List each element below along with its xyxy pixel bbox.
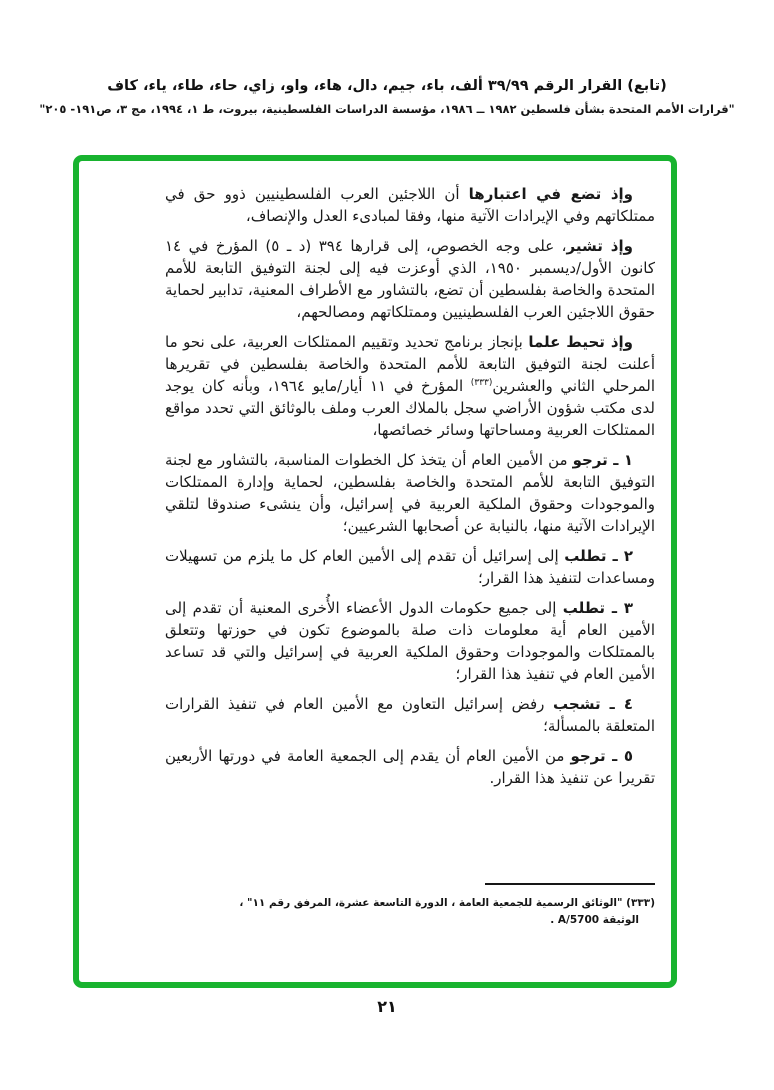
operative-number-3: ٣ ـ [605, 599, 634, 617]
operative-number-4: ٤ ـ [600, 695, 633, 713]
footnote-separator [485, 883, 655, 885]
preamble-paragraph-2 [165, 235, 655, 323]
operative-paragraph-3 [165, 597, 655, 685]
preamble-paragraph-3 [165, 331, 655, 441]
header-citation-line-1: (تابع) القرار الرقم ٣٩/٩٩ ألف، باء، جيم، دال، هاء، واو، زاي، حاء، طاء، ياء، كاف [107, 78, 667, 94]
preamble-text-3a: بإنجاز برنامج تحديد وتقييم الممتلكات العربية، على نحو ما أعلنت لجنة التوفيق التابعة للأمم المتحدة والخاصة بفلسطين في تقريرها المرحلي الثاني والعشرين [165, 333, 655, 395]
footnote-line-1: (٣٣٣) "الوثائق الرسمية للجمعية العامة ، الدورة التاسعة عشرة، المرفق رقم ١١" ، [239, 897, 655, 909]
page-number: ٢١ [377, 997, 397, 1016]
operative-lead-2: تطلب [564, 547, 607, 565]
operative-number-1: ١ ـ [607, 451, 633, 469]
footnote-reference-marker: (٣٣٣) [470, 378, 493, 388]
operative-text-1: من الأمين العام أن يتخذ كل الخطوات المناسبة، بالتشاور مع لجنة التوفيق التابعة للأمم المتحدة والخاصة بفلسطين، لحماية وإدارة الممتلكات والموجودات وحقوق الملكية العربية في إسرائيل، وأن ينشىء صندوقا لتلقي الإيرادات الآتية منها، بالنيابة عن أصحابها الشرعيين؛ [165, 451, 655, 535]
preamble-text-1: أن اللاجئين العرب الفلسطينيين ذوو حق في ممتلكاتهم وفي الإيرادات الآتية منها، وفقا لمبادىء العدل والإنصاف، [165, 185, 655, 225]
operative-paragraph-2 [165, 545, 655, 589]
operative-text-2: إلى إسرائيل أن تقدم إلى الأمين العام كل ما يلزم من تسهيلات ومساعدات لتنفيذ هذا القرار؛ [165, 547, 655, 587]
footnote-section [163, 883, 655, 929]
preamble-lead-3: وإذ تحيط علما [528, 333, 634, 351]
operative-paragraph-5 [165, 745, 655, 789]
operative-text-3: إلى جميع حكومات الدول الأعضاء الأُخرى المعنية أن تقدم إلى الأمين العام أية معلومات ذات صلة بالموضوع تكون في حوزتها وتتعلق بالممتلكات والموجودات وحقوق الملكية العربية في إسرائيل والتي قد تساعد الأمين العام في تنفيذ هذا القرار؛ [165, 599, 655, 683]
resolution-text-block [79, 161, 671, 797]
operative-lead-5: ترجو [570, 747, 606, 765]
preamble-paragraph-1 [165, 183, 655, 227]
footnote-line-2: الوثيقة A/5700 . [550, 914, 639, 926]
header-citation-line-2: "قرارات الأمم المتحدة بشأن فلسطين ١٩٨٢ ــ ١٩٨٦، مؤسسة الدراسات الفلسطينية، بيروت، ط ١، ١٩٩٤، مج ٣، ص١٩١- ٢٠٥" [39, 102, 735, 116]
operative-lead-3: تطلب [562, 599, 606, 617]
operative-lead-1: ترجو [572, 451, 608, 469]
page-header [0, 78, 774, 116]
preamble-lead-1: وإذ تضع في اعتبارها [468, 185, 634, 203]
green-border-frame [73, 155, 677, 988]
operative-text-4: رفض إسرائيل التعاون مع الأمين العام في تنفيذ القرارات المتعلقة بالمسألة؛ [165, 695, 655, 735]
preamble-text-3b: المؤرخ في ١١ أيار/مايو ١٩٦٤، وبأنه كان يوجد لدى مكتب شؤون الأراضي سجل بالملاك العرب وملف بالوثائق التي تحدد مواقع الممتلكات العربية ومساحاتها وسائر خصائصها، [165, 377, 655, 439]
operative-lead-4: تشجب [553, 695, 601, 713]
operative-paragraph-4 [165, 693, 655, 737]
preamble-lead-2: وإذ تشير [566, 237, 633, 255]
operative-number-2: ٢ ـ [606, 547, 633, 565]
operative-paragraph-1 [165, 449, 655, 537]
preamble-text-2: ، على وجه الخصوص، إلى قرارها ٣٩٤ (د ـ ٥) المؤرخ في ١٤ كانون الأول/ديسمبر ١٩٥٠، الذي أوعزت فيه إلى لجنة التوفيق التابعة للأمم المتحدة والخاصة بفلسطين أن تضع، بالتشاور مع الأطراف المعنية، تدابير لحماية حقوق اللاجئين العرب الفلسطينيين وممتلكاتهم ومصالحهم، [165, 237, 655, 321]
operative-number-5: ٥ ـ [605, 747, 633, 765]
operative-text-5: من الأمين العام أن يقدم إلى الجمعية العامة في دورتها الأربعين تقريرا عن تنفيذ هذا القرار. [165, 747, 655, 787]
